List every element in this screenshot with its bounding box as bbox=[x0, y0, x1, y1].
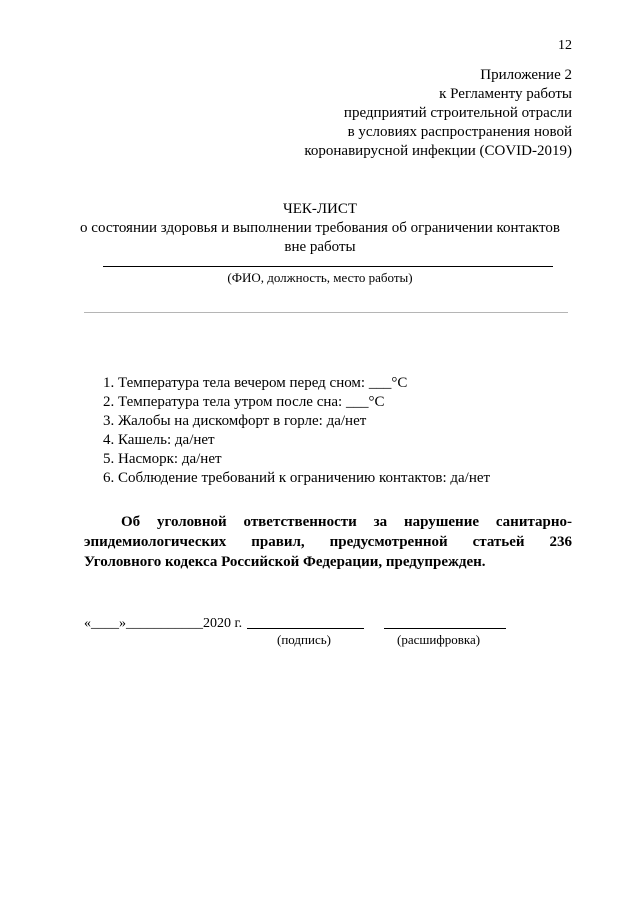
checklist-item: 5. Насморк: да/нет bbox=[103, 451, 222, 467]
checklist-item: 2. Температура тела утром после сна: ___°С bbox=[103, 394, 385, 410]
extra-fill-line bbox=[84, 312, 568, 313]
signature-caption: (подпись) bbox=[277, 632, 331, 647]
appendix-reference bbox=[304, 66, 572, 161]
appendix-line: коронавирусной инфекции (COVID-2019) bbox=[304, 143, 572, 159]
subtitle-line: о состоянии здоровья и выполнении требования об ограничении контактов bbox=[80, 220, 560, 236]
fio-fill-line bbox=[103, 266, 553, 267]
health-checklist bbox=[103, 374, 490, 488]
appendix-line: к Регламенту работы bbox=[439, 86, 572, 102]
page-number: 12 bbox=[558, 38, 572, 53]
warning-line: эпидемиологических правил, предусмотренной статьей 236 bbox=[84, 534, 572, 550]
appendix-line: предприятий строительной отрасли bbox=[343, 105, 572, 121]
checklist-item: 1. Температура тела вечером перед сном: ___°С bbox=[103, 375, 408, 391]
signature-line bbox=[247, 628, 364, 629]
document-title: ЧЕК-ЛИСТ bbox=[282, 201, 358, 217]
appendix-line: в условиях распространения новой bbox=[347, 124, 572, 140]
checklist-item: 6. Соблюдение требований к ограничению контактов: да/нет bbox=[103, 470, 491, 486]
signature-block bbox=[84, 616, 514, 650]
checklist-item: 3. Жалобы на дискомфорт в горле: да/нет bbox=[103, 413, 367, 429]
date-field: «____»___________2020 г. bbox=[84, 616, 243, 631]
subtitle-line: вне работы bbox=[284, 239, 356, 255]
checklist-item: 4. Кашель: да/нет bbox=[103, 432, 215, 448]
appendix-line: Приложение 2 bbox=[480, 67, 572, 83]
warning-line: Об уголовной ответственности за нарушение санитарно- bbox=[121, 514, 572, 530]
warning-line: Уголовного кодекса Российской Федерации, предупрежден. bbox=[84, 554, 486, 570]
decoding-caption: (расшифровка) bbox=[397, 632, 481, 647]
document-subtitle bbox=[0, 219, 640, 257]
fio-caption: (ФИО, должность, место работы) bbox=[227, 270, 413, 285]
decoding-line bbox=[384, 628, 506, 629]
liability-warning bbox=[84, 512, 572, 572]
